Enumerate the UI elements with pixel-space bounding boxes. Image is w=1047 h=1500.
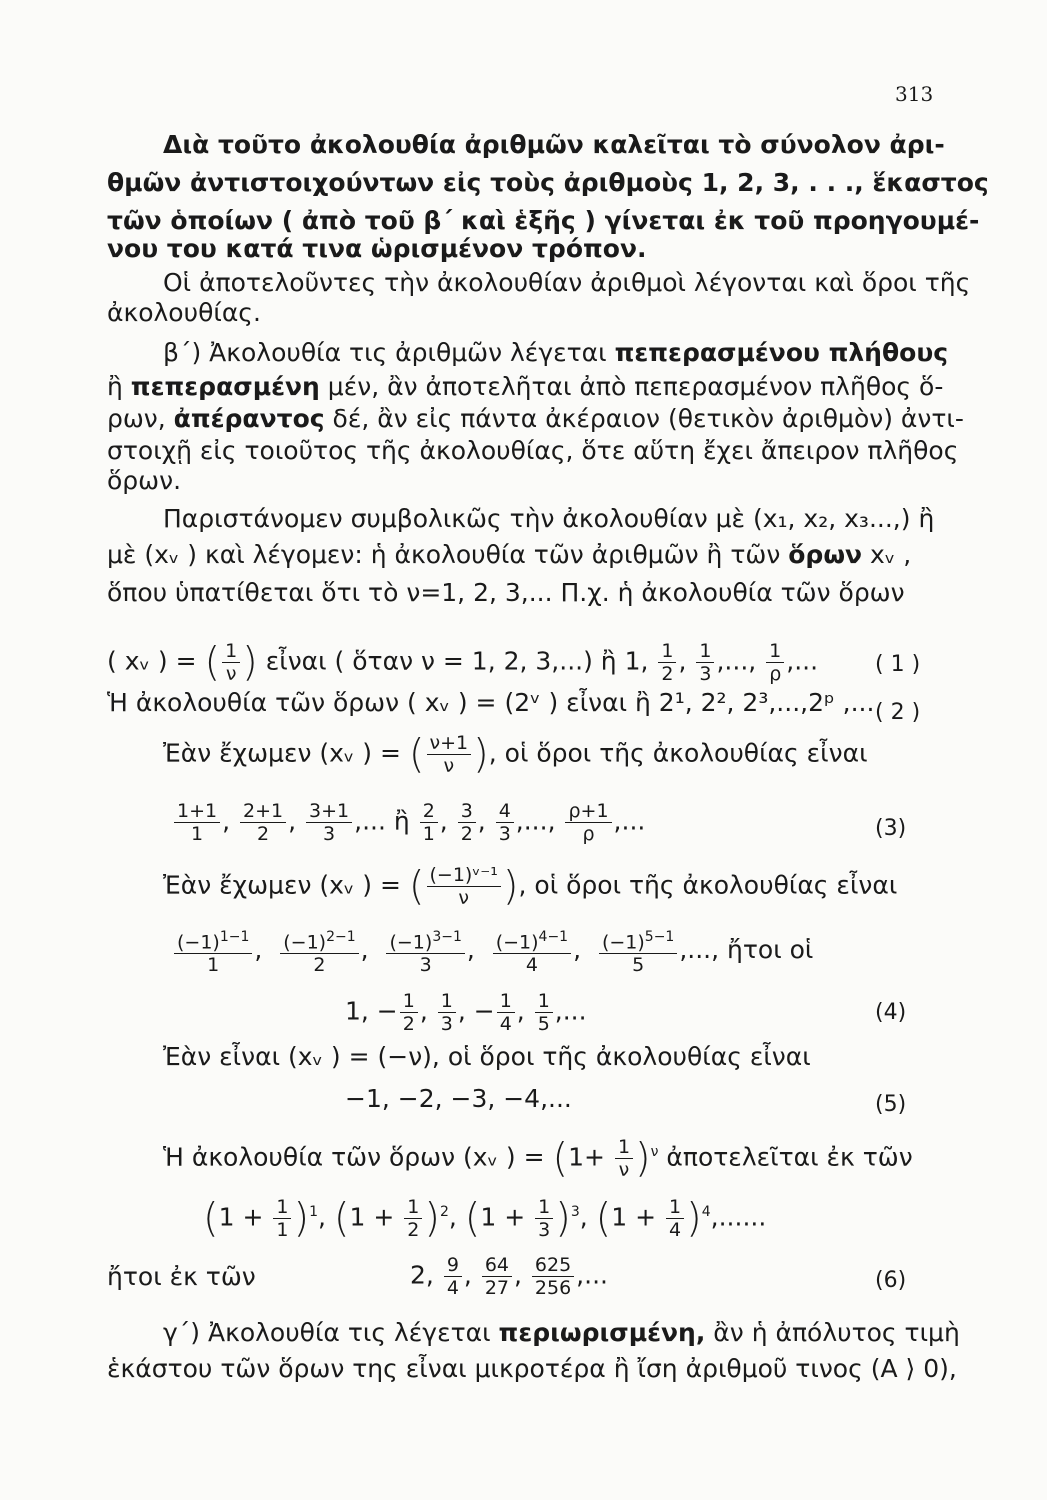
equation-3-definition: Ἐὰν ἔχωμεν (xᵥ ) = ( $\frac{\nu+1}{\nu}$ ), οἱ ὅροι τῆς ἀκολουθίας εἶναι [163, 731, 868, 778]
para1-line1: Διὰ τοῦτο ἀκολουθία ἀριθμῶν καλεῖται τὸ σύνολον ἀρι- [163, 130, 945, 159]
para1-line3: τῶν ὁποίων ( ἀπὸ τοῦ β΄ καὶ ἑξῆς ) γίνεται ἐκ τοῦ προηγουμέ- [107, 206, 980, 235]
equation-4-definition: Ἐὰν ἔχωμεν (xᵥ ) = ( $\frac{\text{(−1)ᵛ⁻¹}}{\nu}$ ), οἱ ὅροι τῆς ἀκολουθίας εἶναι [163, 863, 898, 910]
para3-line1: β΄) Ἀκολουθία τις ἀριθμῶν λέγεται πεπερασμένου πλήθους [163, 338, 949, 367]
equation-1: ( xᵥ ) = ( $\frac{1}{\nu}$ ) εἶναι ( ὅταν ν = 1, 2, 3,...) ἢ 1, $\frac{1}{2}$ , $\frac{1}{3}$ ,..., $\frac{1}{\rho}$ ,... [107, 639, 819, 686]
equation-5-values: −1, −2, −3, −4,... [345, 1084, 572, 1113]
equation-2: Ἡ ἀκολουθία τῶν ὅρων ( xᵥ ) = (2ᵛ ) εἶναι ἢ 2¹, 2², 2³,...,2ᵖ ,... [107, 688, 875, 717]
equation-3-terms: $\frac{1+1}{1}$ , $\frac{2+1}{2}$ , $\frac{3+1}{3}$ ,... ἢ $\frac{2}{1}$ , $\frac{3}{2}$ , $\frac{4}{3}$ ,..., $\frac{\rho+1}{\rho}$ ,... [172, 800, 645, 845]
fraction: $\frac{\text{(−1)ᵛ⁻¹}}{\nu}$ [427, 864, 501, 909]
equation-number-2: ( 2 ) [875, 700, 921, 725]
equation-number-4: (4) [875, 1000, 907, 1025]
para1-line2: θμῶν ἀντιστοιχούντων εἰς τοὺς ἀριθμοὺς 1, 2, 3, . . ., ἕκαστος [107, 168, 989, 197]
equation-6-terms: (1 + $\frac{1}{1}$ )$^1$, (1 + $\frac{1}{2}$ )$^2$, (1 + $\frac{1}{3}$ )$^3$, (1 + $\frac{1}{4}$ )$^4$,...... [203, 1195, 767, 1242]
fraction: $\frac{1}{3}$ [696, 640, 714, 685]
para4-line2: μὲ (xᵥ ) καὶ λέγομεν: ἡ ἀκολουθία τῶν ἀριθμῶν ἢ τῶν ὅρων xᵥ , [107, 540, 912, 569]
para5-line1: γ΄) Ἀκολουθία τις λέγεται περιωρισμένη, ἂν ἡ ἀπόλυτος τιμὴ [163, 1318, 960, 1347]
page-number: 313 [895, 82, 934, 106]
para4-line3: ὅπου ὑπατίθεται ὅτι τὸ ν=1, 2, 3,... Π.χ. ἡ ἀκολουθία τῶν ὅρων [107, 578, 905, 607]
equation-6-values: 2, $\frac{9}{4}$ , $\frac{64}{27}$ , $\frac{625}{256}$ ,... [410, 1254, 608, 1299]
equation-4-values: 1, − $\frac{1}{2}$ , $\frac{1}{3}$ , − $\frac{1}{4}$ , $\frac{1}{5}$ ,... [345, 990, 587, 1035]
para5-line2: ἑκάστου τῶν ὅρων της εἶναι μικροτέρα ἢ ἴση ἀριθμοῦ τινος (A ⟩ 0), [107, 1354, 957, 1383]
equation-6-definition: Ἡ ἀκολουθία τῶν ὅρων (xᵥ ) = (1+ $\frac{1}{\nu}$ )$^\nu$ ἀποτελεῖται ἐκ τῶν [163, 1135, 913, 1182]
para4-line1: Παριστάνομεν συμβολικῶς τὴν ἀκολουθίαν μὲ (x₁, x₂, x₃...,) ἢ [163, 504, 935, 533]
equation-number-6: (6) [875, 1268, 907, 1293]
para3-line5: ὅρων. [107, 466, 182, 495]
equation-number-5: (5) [875, 1092, 907, 1117]
para3-line4: στοιχῇ εἰς τοιοῦτος τῆς ἀκολουθίας, ὅτε αὕτη ἔχει ἄπειρον πλῆθος [107, 436, 959, 465]
fraction: $\frac{1}{2}$ [658, 640, 676, 685]
fraction: $\frac{1}{\rho}$ [766, 640, 784, 685]
fraction: $\frac{\nu+1}{\nu}$ [427, 732, 472, 777]
para3-line3: ρων, ἀπέραντος δέ, ἂν εἰς πάντα ἀκέραιον (θετικὸν ἀριθμὸν) ἀντι- [107, 404, 964, 433]
equation-number-1: ( 1 ) [875, 652, 921, 677]
para2-line1: Οἱ ἀποτελοῦντες τὴν ἀκολουθίαν ἀριθμοὶ λέγονται καὶ ὅροι τῆς [163, 268, 971, 297]
equation-6-etoi: ἤτοι ἐκ τῶν [107, 1262, 256, 1291]
para2-line2: ἀκολουθίας. [107, 298, 261, 327]
para1-line4: νου του κατά τινα ὡρισμένον τρόπον. [107, 234, 647, 263]
fraction: $\frac{1}{\nu}$ [222, 640, 240, 685]
equation-number-3: (3) [875, 816, 907, 841]
para3-line2: ἢ πεπερασμένη μέν, ἂν ἀποτελῆται ἀπὸ πεπερασμένον πλῆθος ὅ- [107, 372, 944, 401]
equation-4-terms: $\frac{(-1)^{1-1}}{1}$ , $\frac{(-1)^{2-1}}{2}$ , $\frac{(-1)^{3-1}}{3}$ , $\frac{(-1)^{4-1}}{4}$ , $\frac{(-1)^{5-1}}{5}$ ,..., ἤτοι οἱ [172, 926, 813, 976]
equation-5-definition: Ἐὰν εἶναι (xᵥ ) = (−ν), οἱ ὅροι τῆς ἀκολουθίας εἶναι [163, 1042, 811, 1071]
